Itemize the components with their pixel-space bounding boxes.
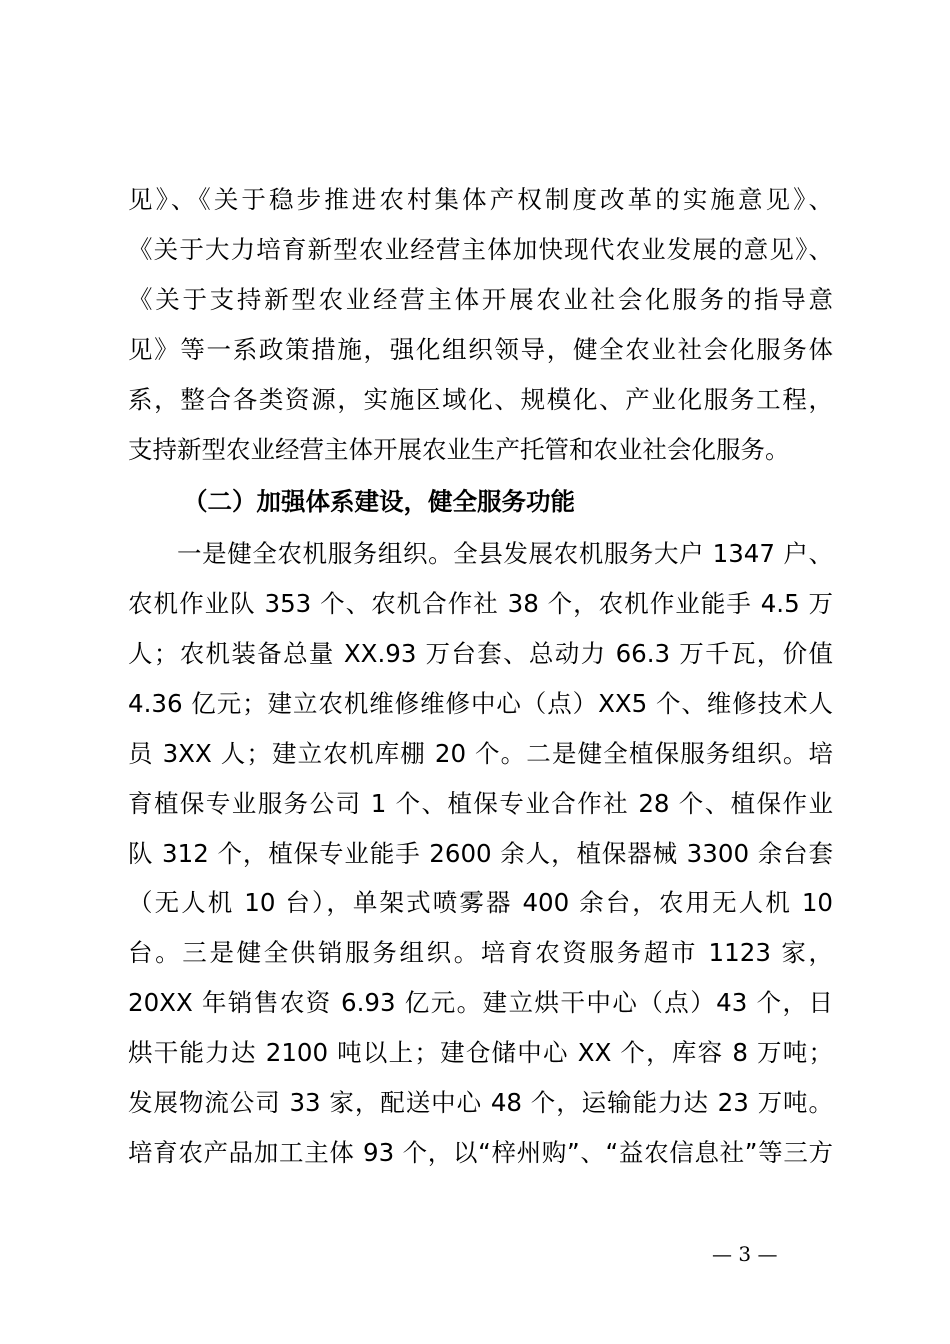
text-line: 见》等一系政策措施，强化组织领导，健全农业社会化服务体 — [128, 335, 833, 364]
text-line: 系，整合各类资源，实施区域化、规模化、产业化服务工程， — [128, 385, 833, 414]
text-line: 发展物流公司 33 家，配送中心 48 个，运输能力达 23 万吨。 — [128, 1088, 833, 1117]
text-line: 农机作业队 353 个、农机合作社 38 个，农机作业能手 4.5 万 — [128, 589, 833, 618]
text-line: 队 312 个，植保专业能手 2600 余人，植保器械 3300 余台套 — [128, 839, 833, 868]
text-line: 烘干能力达 2100 吨以上；建仓储中心 XX 个，库容 8 万吨； — [128, 1038, 833, 1067]
text-line: 员 3XX 人；建立农机库棚 20 个。二是健全植保服务组织。培 — [128, 739, 833, 768]
text-line: 人；农机装备总量 XX.93 万台套、总动力 66.3 万千瓦，价值 — [128, 639, 833, 668]
text-line: 20XX 年销售农资 6.93 亿元。建立烘干中心（点）43 个，日 — [128, 988, 833, 1017]
text-line: 台。三是健全供销服务组织。培育农资服务超市 1123 家， — [128, 938, 833, 967]
text-line: 见》、《关于稳步推进农村集体产权制度改革的实施意见》、 — [128, 185, 833, 214]
text-line: 《关于大力培育新型农业经营主体加快现代农业发展的意见》、 — [128, 235, 833, 264]
text-line: 培育农产品加工主体 93 个，以“梓州购”、“益农信息社”等三方 — [128, 1138, 833, 1167]
text-line: （无人机 10 台），单架式喷雾器 400 余台，农用无人机 10 — [128, 888, 833, 917]
text-line: 4.36 亿元；建立农机维修维修中心（点）XX5 个、维修技术人 — [128, 689, 833, 718]
text-line: 《关于支持新型农业经营主体开展农业社会化服务的指导意 — [128, 285, 833, 314]
page-number: — 3 — — [712, 1242, 778, 1266]
text-line: 支持新型农业经营主体开展农业生产托管和农业社会化服务。 — [128, 435, 790, 464]
section-heading: （二）加强体系建设，健全服务功能 — [183, 487, 575, 516]
text-line: 育植保专业服务公司 1 个、植保专业合作社 28 个、植保作业 — [128, 789, 833, 818]
paragraph-first-line: 一是健全农机服务组织。全县发展农机服务大户 1347 户、 — [177, 539, 833, 568]
